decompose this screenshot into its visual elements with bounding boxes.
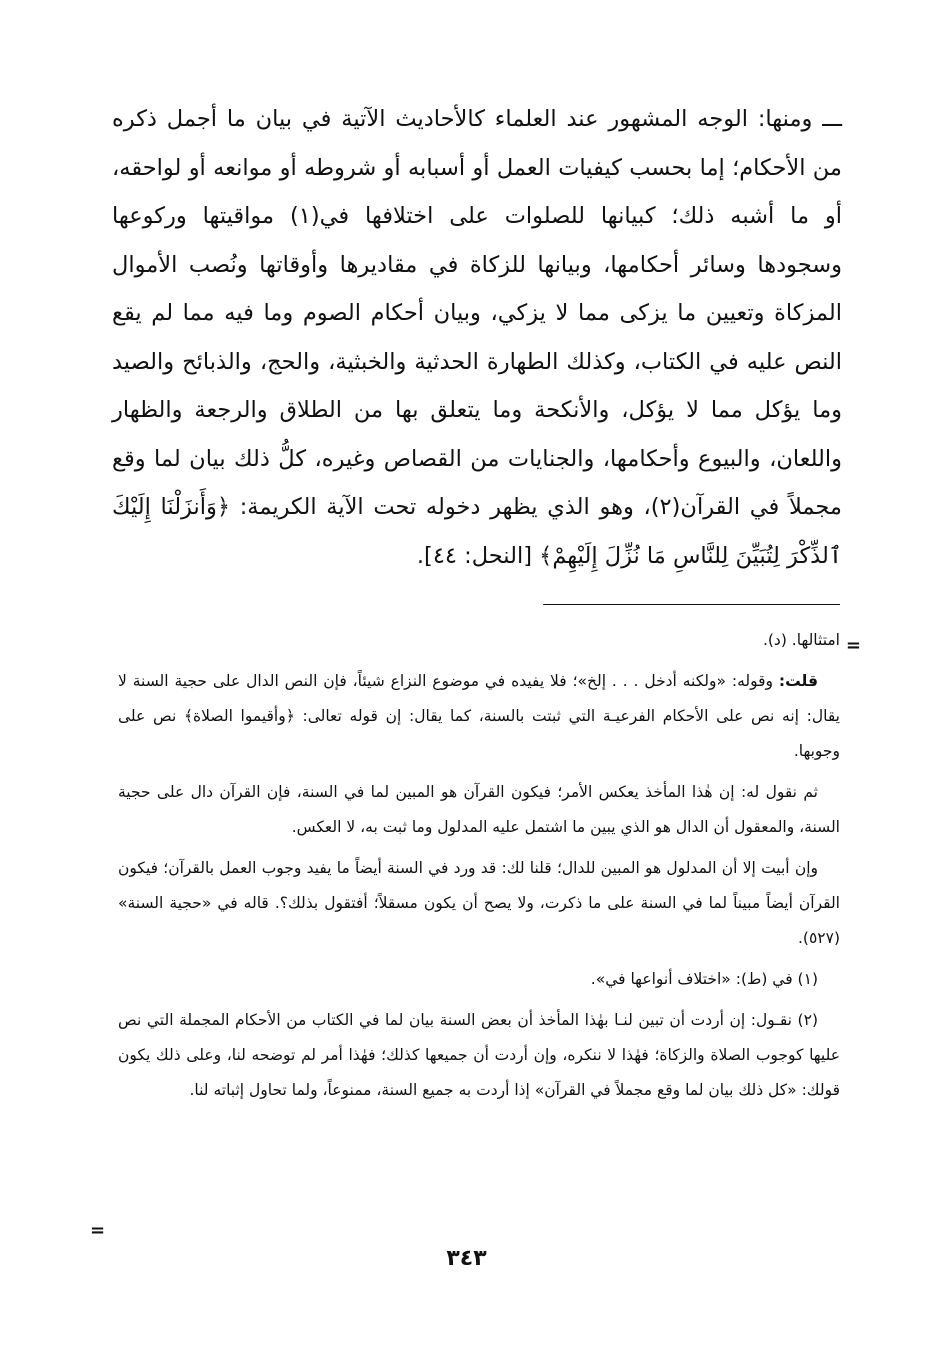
footnote-paragraph-1-text: وقوله: «ولكنه أدخل . . . إلخ»؛ فلا يفيده في موضوع النزاع شيئاً، فإن النص الدال على حجية السنة لا يقال: إنه نص على الأحكام الفرعيـة التي ثبتت بالسنة، كما يقال: إن قوله تعالى: ﴿وأقيموا الصلاة﴾ نص على وجوبها. xyxy=(118,672,840,760)
footnotes-block xyxy=(118,623,840,1108)
footnote-paragraph-2: ثم نقول له: إن هٰذا المأخذ يعكس الأمر؛ فيكون القرآن هو المبين لما في السنة، فإن القرآن دال على حجية السنة، والمعقول أن الدال هو الذي يبين ما اشتمل عليه المدلول وما ثبت به، لا العكس. xyxy=(118,783,840,836)
footnote-paragraph-1-label: قلت: xyxy=(778,672,818,690)
footnote-2: (٢) نقـول: إن أردت أن تبين لنـا بهٰذا المأخذ أن بعض السنة بيان لما في الكتاب من الأحكام المجملة التي نص عليها كوجوب الصلاة والزكاة؛ فهٰذا لا ننكره، وإن أردت أن جميعها كذلك؛ فهٰذا أمر لم توضحه لنا، وعلى ذلك يكون قولك: «كل ذلك بيان لما وقع مجملاً في القرآن» إذا أردت به جميع السنة، ممنوعاً، ولما تحاول إثباته لنا. xyxy=(118,1011,840,1099)
footnote-1: (١) في (ط): «اختلاف أنواعها في». xyxy=(590,970,818,988)
footnote-paragraph-3: وإن أبيت إلا أن المدلول هو المبين للدال؛ قلنا لك: قد ورد في السنة أيضاً ما يفيد وجوب العمل بالقرآن؛ فيكون القرآن أيضاً مبيناً لما في السنة على ما ذكرت، ولا يصح أن يكون مسقلاً؛ أفتقول بذلك؟. قاله في «حجية السنة» (٥٢٧). xyxy=(118,859,840,947)
footnote-continued-line: امتثالها. (د). xyxy=(762,631,840,649)
footnote-separator-rule xyxy=(543,604,840,605)
bottom-continuation-marker: = xyxy=(90,1220,106,1241)
footnote-continuation-marker: = xyxy=(845,635,861,656)
main-paragraph: ـــ ومنها: الوجه المشهور عند العلماء كالأحاديث الآتية في بيان ما أجمل ذكره من الأحكام؛ إما بحسب كيفيات العمل أو أسبابه أو شروطه أو موانعه أو لواحقه، أو ما أشبه ذلك؛ كبيانها للصلوات على اختلافها في(١) مواقيتها وركوعها وسجودها وسائر أحكامها، وبيانها للزكاة في مقاديرها وأوقاتها ونُصب الأموال المزكاة وتعيين ما يزكى مما لا يزكي، وبيان أحكام الصوم وما فيه مما لم يقع النص عليه في الكتاب، وكذلك الطهارة الحدثية والخبثية، والحج، والذبائح والصيد وما يؤكل مما لا يؤكل، والأنكحة وما يتعلق بها من الطلاق والرجعة والظهار واللعان، والبيوع وأحكامها، والجنايات من القصاص وغيره، كلُّ ذلك بيان لما وقع مجملاً في القرآن(٢)، وهو الذي يظهر دخوله تحت الآية الكريمة: ﴿وَأَنزَلْنَا إِلَيْكَ ٱلذِّكْرَ لِتُبَيِّنَ لِلنَّاسِ مَا نُزِّلَ إِلَيْهِمْ﴾ [النحل: ٤٤]. xyxy=(112,106,842,569)
page-number: ٣٤٣ xyxy=(446,1246,487,1271)
main-text-block xyxy=(112,95,842,580)
footnote-paragraph-1 xyxy=(118,664,840,769)
